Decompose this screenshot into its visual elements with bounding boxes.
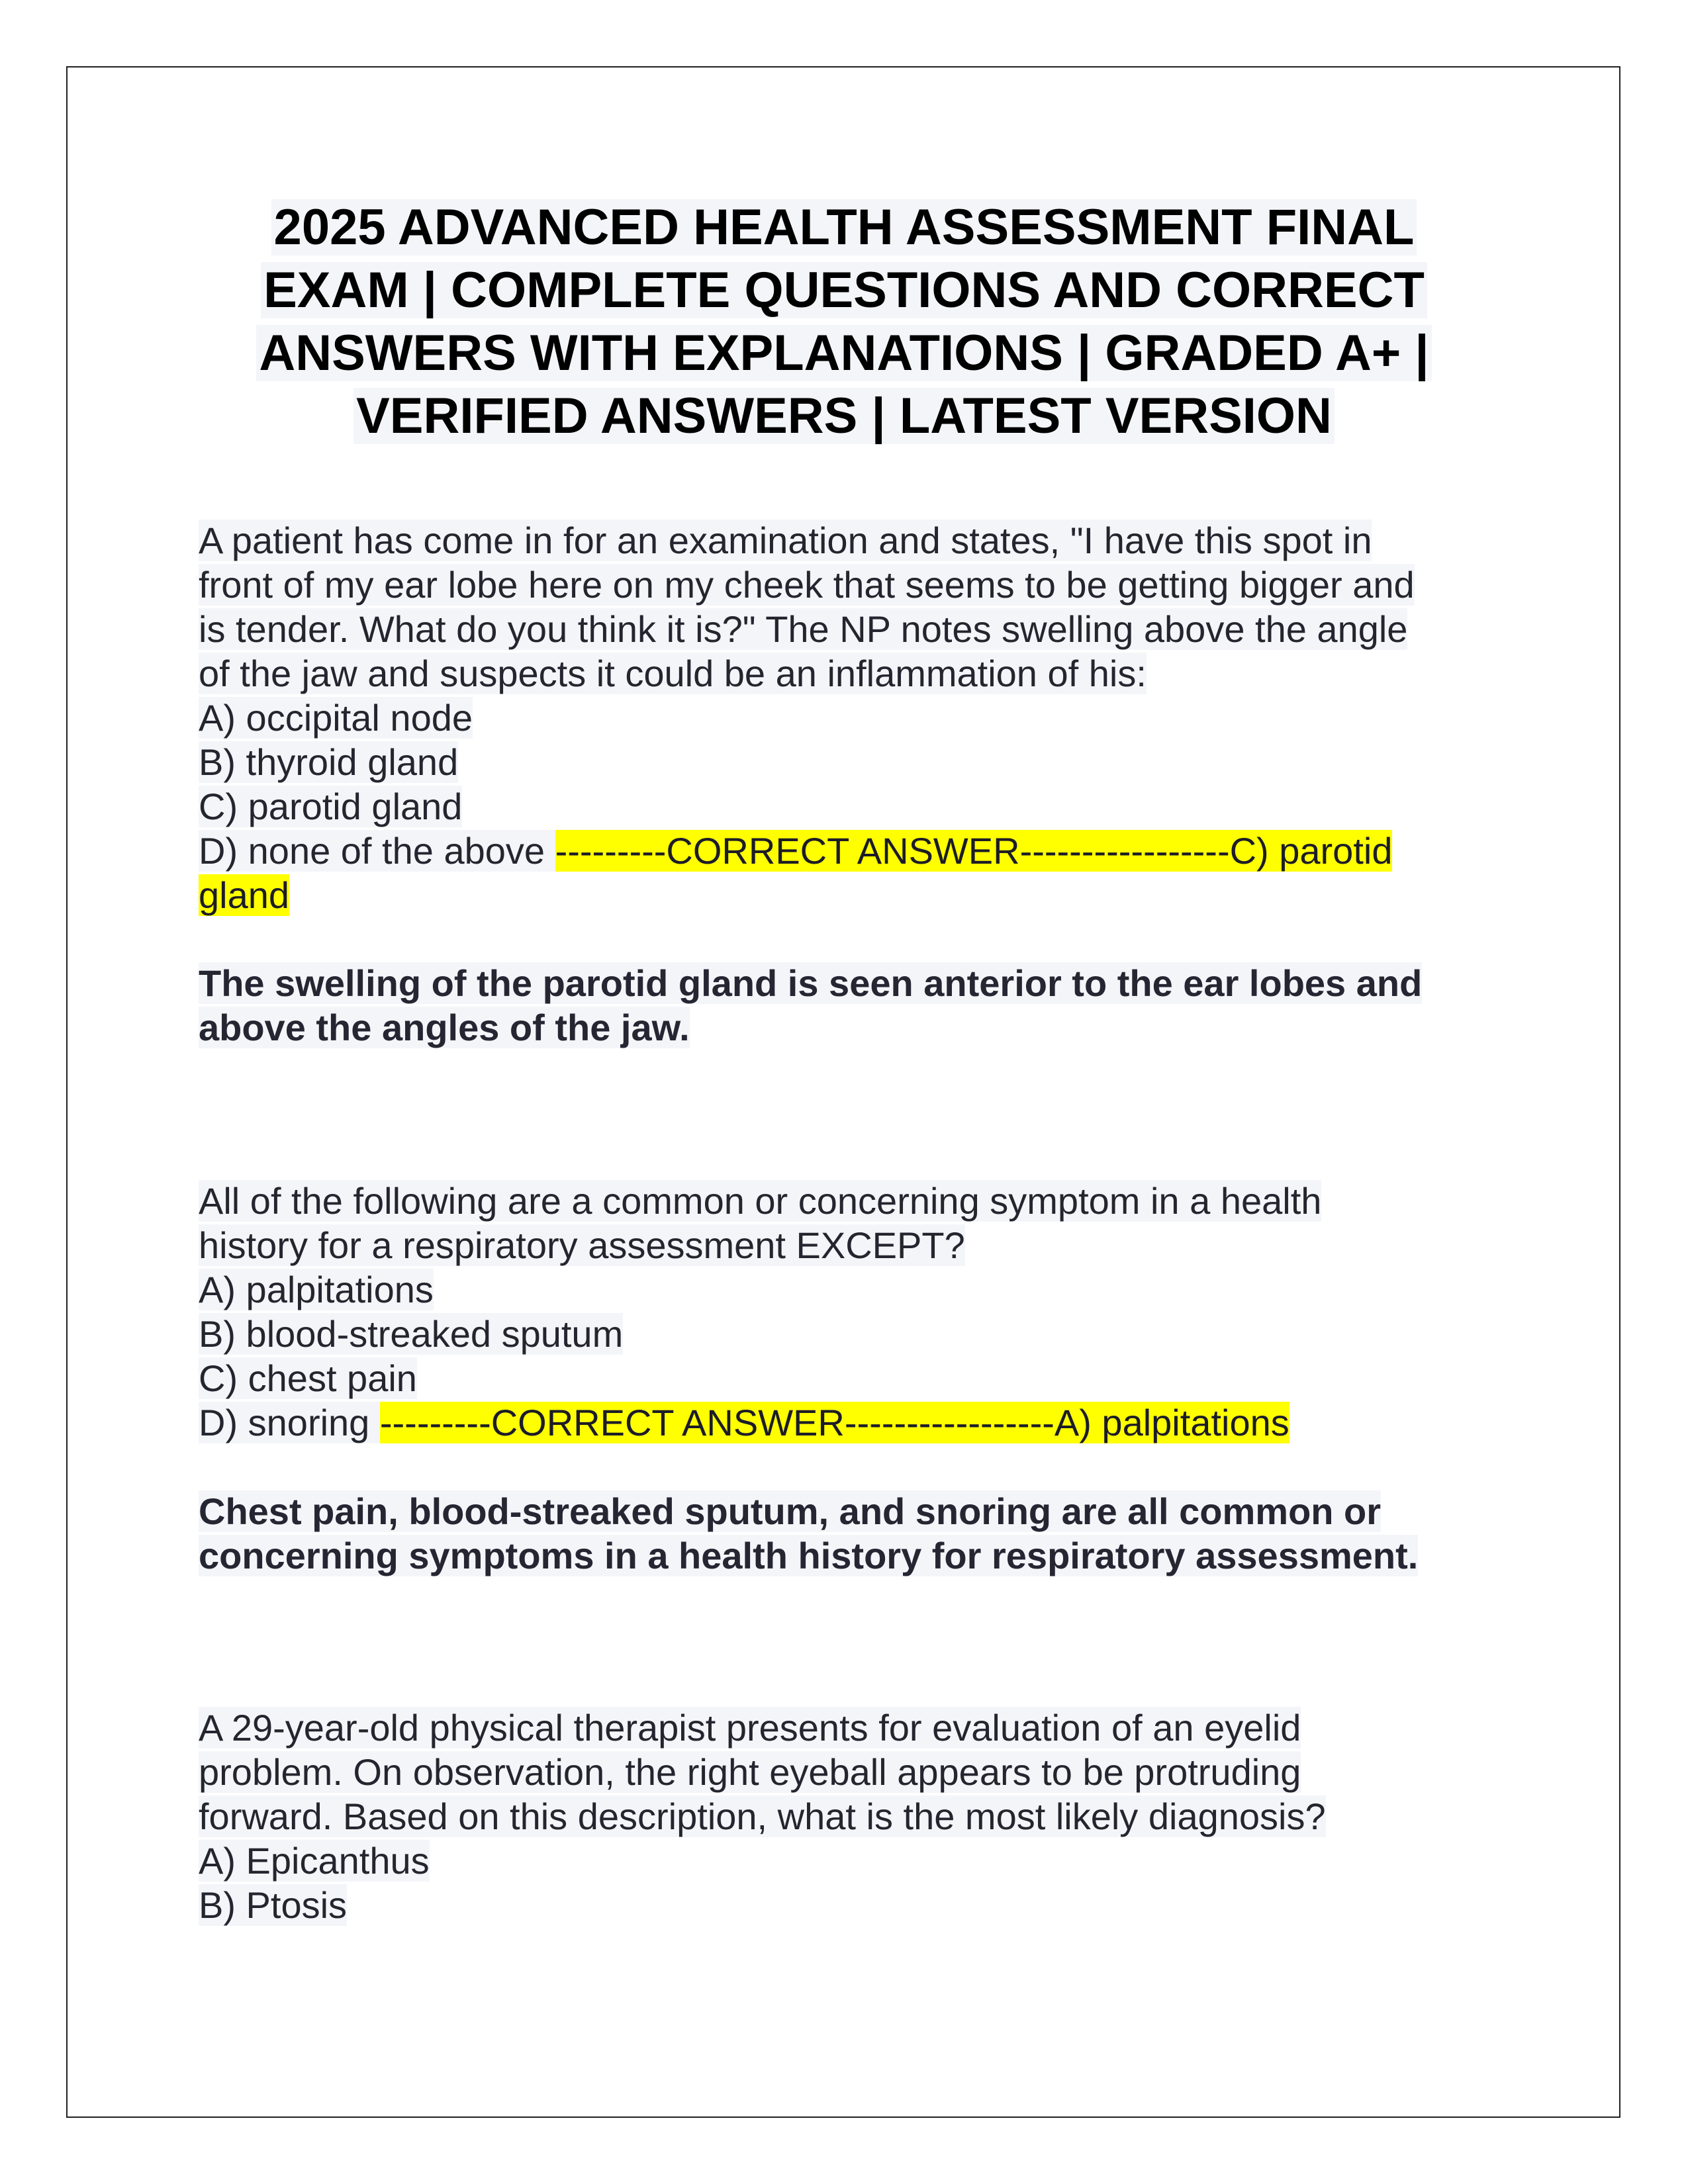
- question-stem-line: A patient has come in for an examination and states, "I have this spot in: [199, 520, 1372, 561]
- title-line: 2025 ADVANCED HEALTH ASSESSMENT FINAL: [271, 199, 1417, 255]
- title-line: ANSWERS WITH EXPLANATIONS | GRADED A+ |: [256, 325, 1431, 381]
- question-stem-line: front of my ear lobe here on my cheek that seems to be getting bigger and: [199, 564, 1415, 606]
- question-3: [199, 1706, 1496, 1927]
- question-stem-line: is tender. What do you think it is?" The NP notes swelling above the angle: [199, 608, 1408, 650]
- correct-answer-highlight: ---------CORRECT ANSWER-----------------C) parotid: [555, 830, 1393, 872]
- correct-answer-continuation: [199, 873, 1496, 917]
- answer-option: A) Epicanthus: [199, 1840, 430, 1882]
- answer-option: B) blood-streaked sputum: [199, 1313, 624, 1355]
- explanation-line: The swelling of the parotid gland is seen anterior to the ear lobes and: [199, 962, 1423, 1004]
- answer-option: B) Ptosis: [199, 1884, 348, 1926]
- explanation-line: concerning symptoms in a health history for respiratory assessment.: [199, 1535, 1419, 1576]
- answer-option-with-correct-answer: D) snoring ---------CORRECT ANSWER-----------------A) palpitations: [199, 1402, 1289, 1443]
- question-stem-line: A 29-year-old physical therapist presents for evaluation of an eyelid: [199, 1707, 1301, 1749]
- explanation-line: Chest pain, blood-streaked sputum, and snoring are all common or: [199, 1490, 1382, 1532]
- correct-answer-highlight: ---------CORRECT ANSWER-----------------A) palpitations: [379, 1402, 1289, 1443]
- answer-option: A) occipital node: [199, 697, 473, 739]
- question-stem-line: All of the following are a common or concerning symptom in a health: [199, 1180, 1322, 1222]
- correct-answer-highlight: gland: [199, 874, 290, 916]
- answer-option: C) chest pain: [199, 1357, 417, 1399]
- document-title: [99, 196, 1589, 447]
- explanation-1: [199, 961, 1496, 1050]
- explanation-line: above the angles of the jaw.: [199, 1007, 690, 1048]
- question-stem-line: history for a respiratory assessment EXCEPT?: [199, 1224, 965, 1266]
- answer-option: A) palpitations: [199, 1269, 434, 1310]
- title-line: EXAM | COMPLETE QUESTIONS AND CORRECT: [261, 262, 1427, 318]
- answer-option-with-correct-answer: D) none of the above ---------CORRECT ANSWER-----------------C) parotid: [199, 830, 1393, 872]
- question-stem-line: problem. On observation, the right eyeball appears to be protruding: [199, 1751, 1301, 1793]
- question-2: [199, 1179, 1496, 1445]
- answer-option: B) thyroid gland: [199, 741, 459, 783]
- question-stem-line: forward. Based on this description, what is the most likely diagnosis?: [199, 1796, 1326, 1837]
- title-line: VERIFIED ANSWERS | LATEST VERSION: [353, 388, 1335, 444]
- explanation-2: [199, 1489, 1496, 1578]
- question-1: [199, 518, 1496, 917]
- question-stem-line: of the jaw and suspects it could be an inflammation of his:: [199, 653, 1147, 694]
- answer-option: C) parotid gland: [199, 786, 463, 827]
